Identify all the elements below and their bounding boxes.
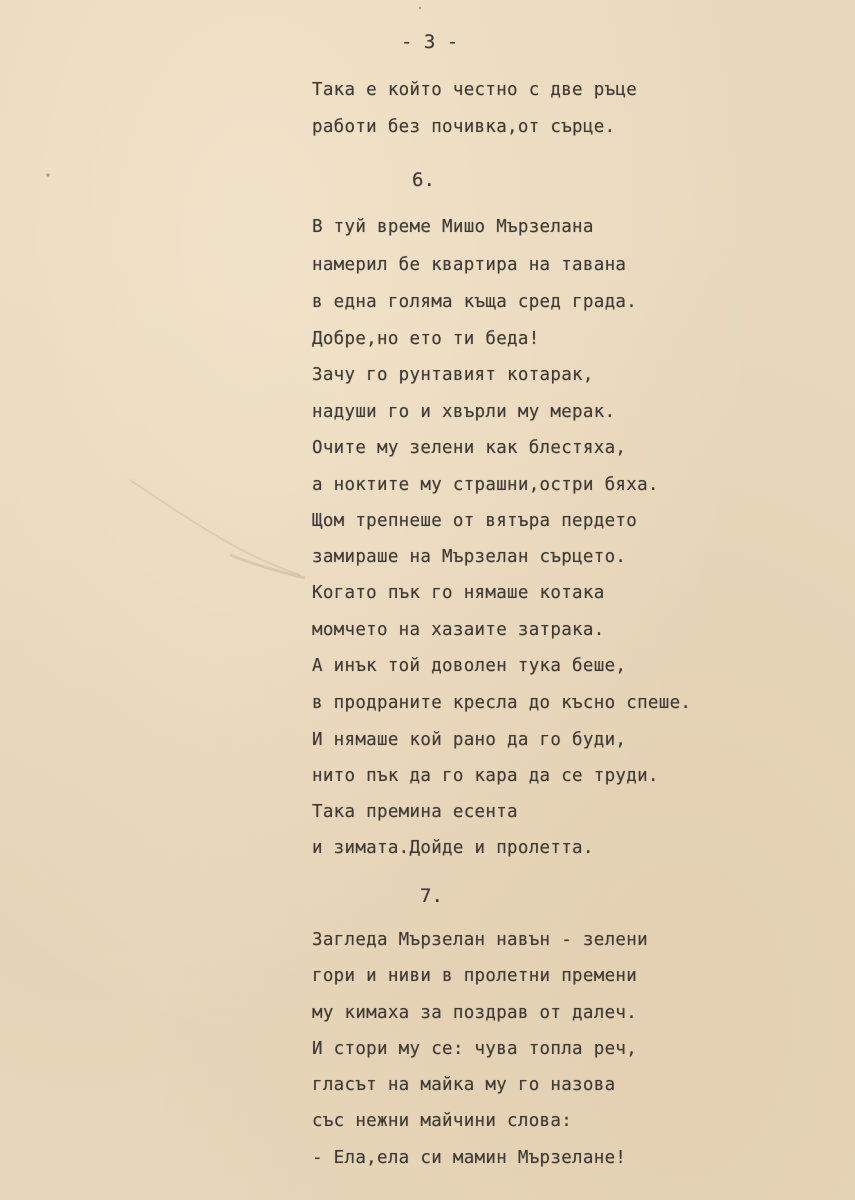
text-line: Щом трепнеше от вятъра пердето [312, 511, 638, 531]
text-line: със нежни майчини слова: [312, 1111, 573, 1131]
text-line: в една голяма къща сред града. [312, 292, 638, 312]
text-line: Добре,но ето ти беда! [312, 329, 540, 349]
text-line: Очите му зелени как блестяха, [312, 438, 627, 458]
text-line: момчето на хазаите затрака. [312, 620, 605, 640]
text-line: Загледа Мързелан навън - зелени [312, 930, 648, 950]
text-line: надуши го и хвърли му мерак. [312, 402, 616, 422]
text-line: А инък той доволен тука беше, [312, 656, 627, 676]
text-line: и зимата.Дойде и пролетта. [312, 838, 594, 858]
text-line: В туй време Мишо Мързелана [312, 217, 594, 237]
page-number: - 3 - [401, 31, 459, 53]
text-line: замираше на Мързелан сърцето. [312, 547, 627, 567]
text-line: Когато пък го нямаше котака [312, 583, 605, 603]
text-line: намерил бе квартира на тавана [312, 255, 627, 275]
text-line: И нямаше кой рано да го буди, [312, 730, 627, 750]
text-line: И стори му се: чува топла реч, [312, 1039, 638, 1059]
text-line: нито пък да го кара да се труди. [312, 766, 659, 786]
text-line: Зачу го рунтавият котарак, [312, 365, 594, 385]
section-number-6: 6. [412, 169, 435, 191]
text-line: Така премина есента [312, 802, 518, 822]
section-number-7: 7. [420, 885, 443, 907]
text-line: му кимаха за поздрав от далеч. [312, 1003, 638, 1023]
text-line: в продраните кресла до късно спеше. [312, 693, 692, 713]
text-line: гласът на майка му го назова [312, 1075, 616, 1095]
text-line: работи без почивка,от сърце. [312, 117, 616, 137]
text-line: а ноктите му страшни,остри бяха. [312, 475, 659, 495]
text-line: Така е който честно с две ръце [312, 80, 638, 100]
text-line: гори и ниви в пролетни премени [312, 966, 638, 986]
text-line: - Ела,ела си мамин Мързеланe! [312, 1148, 627, 1168]
